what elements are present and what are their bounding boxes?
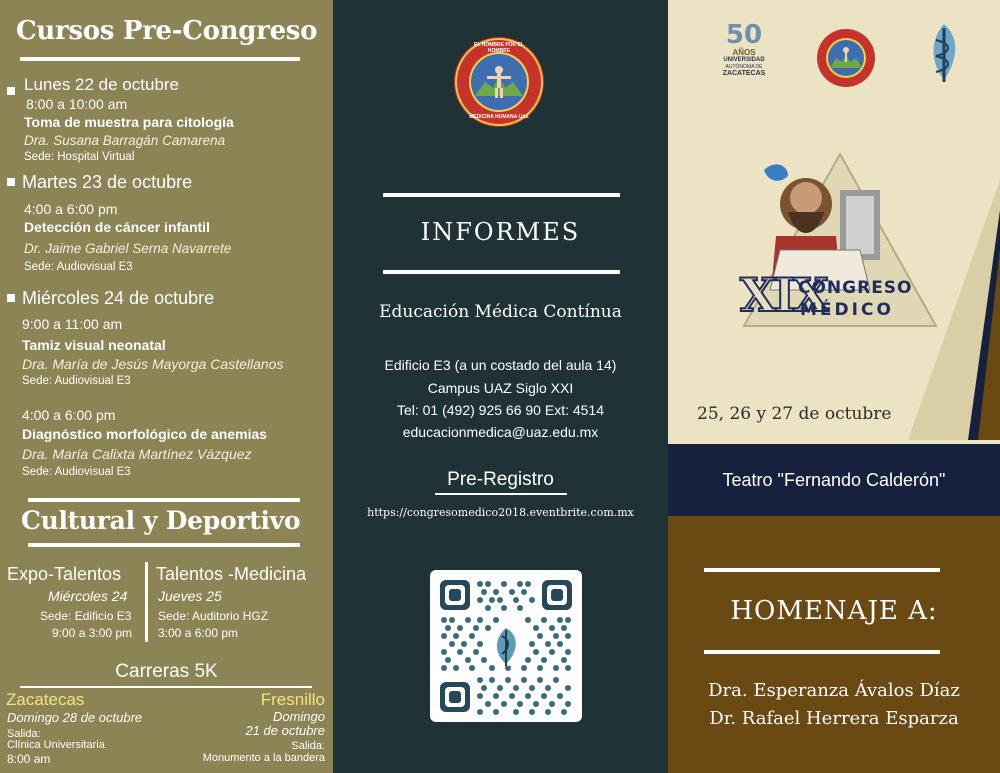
congress-word2: MÉDICO xyxy=(800,300,894,320)
congress-dates: 25, 26 y 27 de octubre xyxy=(697,404,892,424)
edu-title: Educación Médica Contínua xyxy=(379,302,622,322)
course-sede: Sede: Hospital Virtual xyxy=(24,151,135,163)
bullet-icon xyxy=(7,294,15,302)
congress-word1: CONGRESO xyxy=(798,278,913,298)
seal-bottom-text: MEDICINA HUMANA UAZ xyxy=(469,114,529,120)
middle-panel xyxy=(333,0,668,773)
course-time: 9:00 a 11:00 am xyxy=(22,316,123,332)
fres-date1: Domingo xyxy=(272,709,325,724)
congress-roman: XIX xyxy=(740,268,827,322)
seal-top-text: EL HOMBRE POR EL HOMBRE xyxy=(474,42,524,54)
course-sede: Sede: Audiovisual E3 xyxy=(22,466,131,478)
fres-place: Monumento a la bandera xyxy=(202,752,325,764)
informes-title: INFORMES xyxy=(420,218,581,246)
talentos-time: 3:00 a 6:00 pm xyxy=(158,626,239,640)
bullet-icon xyxy=(7,87,15,95)
venue-band xyxy=(668,444,1000,516)
fres-city: Fresnillo xyxy=(260,690,325,709)
expo-day: Miércoles 24 xyxy=(48,588,128,604)
registration-url[interactable]: https://congresomedico2018.eventbrite.com.mx xyxy=(367,506,634,519)
divider xyxy=(704,650,940,654)
talentos-day: Jueves 25 xyxy=(158,588,222,604)
info-line: Tel: 01 (492) 925 66 90 Ext: 4514 xyxy=(396,402,605,418)
email-link[interactable]: educacionmedica@uaz.edu.mx xyxy=(402,424,599,440)
course-title: Toma de muestra para citología xyxy=(24,114,234,130)
preregistro-title: Pre-Registro xyxy=(447,469,554,490)
talentos-name: Talentos -Medicina xyxy=(156,564,307,584)
courses-title: Cursos Pre-Congreso xyxy=(16,16,318,46)
cultural-title: Cultural y Deportivo xyxy=(21,506,301,535)
course-time: 4:00 a 6:00 pm xyxy=(22,407,116,423)
logo-50: 50 xyxy=(725,20,763,50)
divider xyxy=(145,562,148,642)
info-line: Edificio E3 (a un costado del aula 14) xyxy=(384,357,617,373)
bullet-icon xyxy=(7,178,15,186)
course-doctor: Dra. Susana Barragán Camarena xyxy=(24,133,226,148)
qr-code-icon[interactable] xyxy=(430,570,582,722)
course-day: Miércoles 24 de octubre xyxy=(22,288,215,308)
course-doctor: Dra. María de Jesús Mayorga Castellanos xyxy=(22,356,284,372)
homenaje-band xyxy=(668,516,1000,773)
divider xyxy=(383,193,620,197)
course-doctor: Dra. María Calixta Martínez Vázquez xyxy=(22,446,252,462)
info-line: Campus UAZ Siglo XXI xyxy=(427,380,574,396)
uaz-50-logo xyxy=(718,22,770,78)
fres-date2: 21 de octubre xyxy=(245,723,325,738)
divider xyxy=(435,493,567,495)
course-sede: Sede: Audiovisual E3 xyxy=(24,261,133,273)
logo-anos: AÑOS xyxy=(732,48,756,57)
logo-zacatecas: ZACATECAS xyxy=(722,70,766,77)
honoree-name: Dr. Rafael Herrera Esparza xyxy=(709,708,959,729)
zac-place: Clínica Universitaria xyxy=(7,739,105,751)
course-doctor: Dr. Jaime Gabriel Serna Navarrete xyxy=(24,241,232,256)
zac-city: Zacatecas xyxy=(6,690,85,709)
zac-salida: Salida: xyxy=(7,728,41,740)
right-panel xyxy=(668,0,1000,773)
course-title: Diagnóstico morfológico de anemias xyxy=(22,426,268,442)
expo-sede: Sede: Edificio E3 xyxy=(40,609,132,623)
course-time: 4:00 a 6:00 pm xyxy=(24,201,118,217)
logo-univ: UNIVERSIDAD xyxy=(723,57,765,63)
course-sede: Sede: Audiovisual E3 xyxy=(22,375,131,387)
course-day: Martes 23 de octubre xyxy=(22,172,193,192)
divider xyxy=(383,270,620,274)
zac-date: Domingo 28 de octubre xyxy=(7,710,143,725)
homenaje-title: HOMENAJE A: xyxy=(730,596,938,626)
divider xyxy=(28,543,300,547)
logo-autonoma: AUTÓNOMA DE xyxy=(725,64,763,70)
divider xyxy=(20,686,312,688)
fres-salida: Salida: xyxy=(291,740,325,752)
talentos-sede: Sede: Auditorio HGZ xyxy=(158,609,269,623)
course-title: Tamiz visual neonatal xyxy=(22,337,166,353)
course-title: Detección de cáncer infantil xyxy=(24,219,210,235)
course-time: 8:00 a 10:00 am xyxy=(26,96,128,112)
course-day: Lunes 22 de octubre xyxy=(24,75,180,94)
divider xyxy=(20,57,300,61)
honoree-name: Dra. Esperanza Ávalos Díaz xyxy=(708,680,960,701)
expo-name: Expo-Talentos xyxy=(7,564,122,584)
expo-time: 9:00 a 3:00 pm xyxy=(52,626,133,640)
divider xyxy=(28,498,300,502)
venue-text: Teatro "Fernando Calderón" xyxy=(722,470,946,490)
carreras-title: Carreras 5K xyxy=(115,661,218,682)
caduceus-logo-icon xyxy=(922,22,966,84)
left-panel xyxy=(0,0,333,773)
zac-time: 8:00 am xyxy=(7,752,51,766)
medicina-humana-seal-small-icon xyxy=(816,28,876,88)
divider xyxy=(704,568,940,572)
